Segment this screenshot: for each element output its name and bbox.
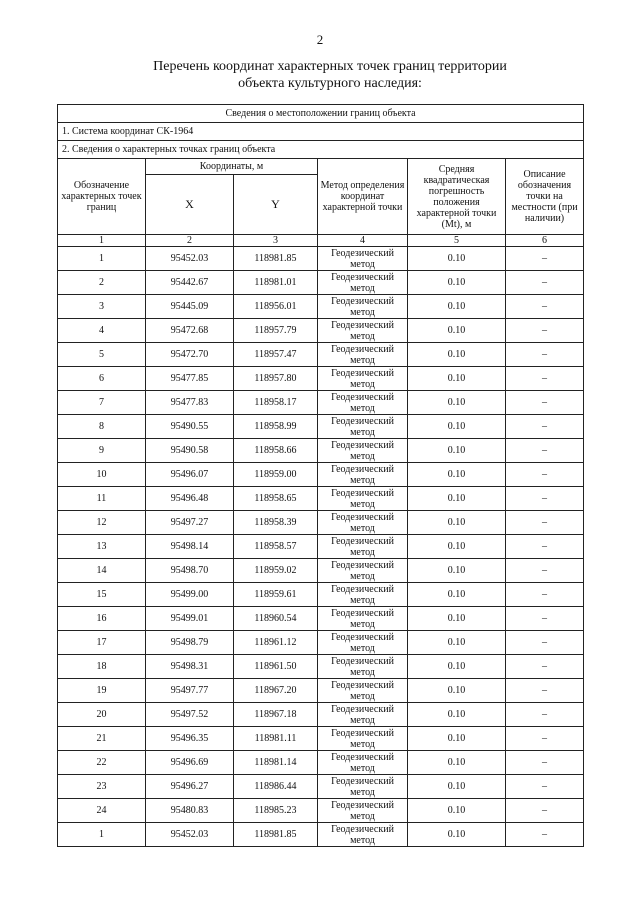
y-coordinate-cell: 118961.12 <box>234 631 318 655</box>
y-coordinate-cell: 118959.00 <box>234 463 318 487</box>
error-cell: 0.10 <box>408 751 506 775</box>
description-cell: – <box>506 271 584 295</box>
point-number-cell: 20 <box>58 703 146 727</box>
description-cell: – <box>506 679 584 703</box>
point-number-cell: 12 <box>58 511 146 535</box>
x-coordinate-cell: 95490.55 <box>146 415 234 439</box>
table-row <box>58 655 584 679</box>
table-row <box>58 439 584 463</box>
page-number: 2 <box>316 32 324 47</box>
description-cell: – <box>506 655 584 679</box>
error-cell: 0.10 <box>408 727 506 751</box>
method-cell: Геодезический метод <box>318 727 408 751</box>
error-cell: 0.10 <box>408 583 506 607</box>
method-cell: Геодезический метод <box>318 799 408 823</box>
description-cell: – <box>506 727 584 751</box>
y-coordinate-cell: 118986.44 <box>234 775 318 799</box>
point-number-cell: 15 <box>58 583 146 607</box>
method-cell: Геодезический метод <box>318 271 408 295</box>
header-description: Описание обозначения точки на местности (при наличии) <box>506 159 584 235</box>
description-cell: – <box>506 775 584 799</box>
description-cell: – <box>506 511 584 535</box>
table-row <box>58 559 584 583</box>
description-cell: – <box>506 823 584 847</box>
point-number-cell: 9 <box>58 439 146 463</box>
y-coordinate-cell: 118957.80 <box>234 367 318 391</box>
point-number-cell: 7 <box>58 391 146 415</box>
error-cell: 0.10 <box>408 655 506 679</box>
points-header-row: 2. Сведения о характерных точках границ объекта <box>58 141 584 159</box>
method-cell: Геодезический метод <box>318 415 408 439</box>
point-number-cell: 1 <box>58 823 146 847</box>
point-number-cell: 8 <box>58 415 146 439</box>
error-cell: 0.10 <box>408 415 506 439</box>
header-x: X <box>146 175 234 235</box>
error-cell: 0.10 <box>408 775 506 799</box>
column-number: 6 <box>506 235 584 247</box>
x-coordinate-cell: 95442.67 <box>146 271 234 295</box>
x-coordinate-cell: 95497.27 <box>146 511 234 535</box>
description-cell: – <box>506 607 584 631</box>
table-row <box>58 775 584 799</box>
header-error: Средняя квадратическая погрешность положения характерной точки (Mt), м <box>408 159 506 235</box>
point-number-cell: 17 <box>58 631 146 655</box>
y-coordinate-cell: 118958.17 <box>234 391 318 415</box>
y-coordinate-cell: 118960.54 <box>234 607 318 631</box>
y-coordinate-cell: 118985.23 <box>234 799 318 823</box>
method-cell: Геодезический метод <box>318 319 408 343</box>
method-cell: Геодезический метод <box>318 679 408 703</box>
y-coordinate-cell: 118956.01 <box>234 295 318 319</box>
table-row <box>58 727 584 751</box>
table-row <box>58 799 584 823</box>
header-method: Метод определения координат характерной точки <box>318 159 408 235</box>
method-cell: Геодезический метод <box>318 751 408 775</box>
x-coordinate-cell: 95445.09 <box>146 295 234 319</box>
x-coordinate-cell: 95497.77 <box>146 679 234 703</box>
x-coordinate-cell: 95452.03 <box>146 247 234 271</box>
x-coordinate-cell: 95477.83 <box>146 391 234 415</box>
x-coordinate-cell: 95496.69 <box>146 751 234 775</box>
error-cell: 0.10 <box>408 391 506 415</box>
y-coordinate-cell: 118981.85 <box>234 247 318 271</box>
table-row <box>58 271 584 295</box>
description-cell: – <box>506 799 584 823</box>
point-number-cell: 18 <box>58 655 146 679</box>
column-number: 2 <box>146 235 234 247</box>
point-number-cell: 4 <box>58 319 146 343</box>
method-cell: Геодезический метод <box>318 439 408 463</box>
title-line-1: Перечень координат характерных точек границ территории <box>153 59 507 74</box>
error-cell: 0.10 <box>408 295 506 319</box>
column-number: 4 <box>318 235 408 247</box>
description-cell: – <box>506 247 584 271</box>
method-cell: Геодезический метод <box>318 463 408 487</box>
method-cell: Геодезический метод <box>318 511 408 535</box>
error-cell: 0.10 <box>408 343 506 367</box>
error-cell: 0.10 <box>408 799 506 823</box>
column-number: 3 <box>234 235 318 247</box>
method-cell: Геодезический метод <box>318 367 408 391</box>
method-cell: Геодезический метод <box>318 343 408 367</box>
error-cell: 0.10 <box>408 319 506 343</box>
table-row <box>58 391 584 415</box>
table-row <box>58 703 584 727</box>
point-number-cell: 22 <box>58 751 146 775</box>
y-coordinate-cell: 118967.20 <box>234 679 318 703</box>
description-cell: – <box>506 391 584 415</box>
point-number-cell: 13 <box>58 535 146 559</box>
table-row <box>58 295 584 319</box>
table-row <box>58 535 584 559</box>
method-cell: Геодезический метод <box>318 535 408 559</box>
error-cell: 0.10 <box>408 607 506 631</box>
y-coordinate-cell: 118981.11 <box>234 727 318 751</box>
method-cell: Геодезический метод <box>318 655 408 679</box>
x-coordinate-cell: 95477.85 <box>146 367 234 391</box>
x-coordinate-cell: 95496.48 <box>146 487 234 511</box>
description-cell: – <box>506 751 584 775</box>
point-number-cell: 5 <box>58 343 146 367</box>
description-cell: – <box>506 415 584 439</box>
y-coordinate-cell: 118957.79 <box>234 319 318 343</box>
table-row <box>58 487 584 511</box>
point-number-cell: 23 <box>58 775 146 799</box>
description-cell: – <box>506 487 584 511</box>
description-cell: – <box>506 463 584 487</box>
error-cell: 0.10 <box>408 367 506 391</box>
y-coordinate-cell: 118957.47 <box>234 343 318 367</box>
y-coordinate-cell: 118981.01 <box>234 271 318 295</box>
table-row <box>58 679 584 703</box>
table-row <box>58 319 584 343</box>
section-header: Сведения о местоположении границ объекта <box>58 105 584 123</box>
point-number-cell: 19 <box>58 679 146 703</box>
x-coordinate-cell: 95498.31 <box>146 655 234 679</box>
point-number-cell: 6 <box>58 367 146 391</box>
y-coordinate-cell: 118958.57 <box>234 535 318 559</box>
error-cell: 0.10 <box>408 271 506 295</box>
y-coordinate-cell: 118967.18 <box>234 703 318 727</box>
coordinates-table <box>57 104 584 847</box>
description-cell: – <box>506 319 584 343</box>
description-cell: – <box>506 439 584 463</box>
error-cell: 0.10 <box>408 535 506 559</box>
point-number-cell: 3 <box>58 295 146 319</box>
method-cell: Геодезический метод <box>318 631 408 655</box>
point-number-cell: 21 <box>58 727 146 751</box>
y-coordinate-cell: 118961.50 <box>234 655 318 679</box>
error-cell: 0.10 <box>408 463 506 487</box>
error-cell: 0.10 <box>408 439 506 463</box>
column-number: 5 <box>408 235 506 247</box>
y-coordinate-cell: 118981.85 <box>234 823 318 847</box>
point-number-cell: 16 <box>58 607 146 631</box>
error-cell: 0.10 <box>408 823 506 847</box>
point-number-cell: 14 <box>58 559 146 583</box>
error-cell: 0.10 <box>408 703 506 727</box>
y-coordinate-cell: 118958.39 <box>234 511 318 535</box>
method-cell: Геодезический метод <box>318 559 408 583</box>
x-coordinate-cell: 95498.79 <box>146 631 234 655</box>
point-number-cell: 10 <box>58 463 146 487</box>
x-coordinate-cell: 95496.27 <box>146 775 234 799</box>
description-cell: – <box>506 583 584 607</box>
coord-system-row: 1. Система координат СК-1964 <box>58 123 584 141</box>
method-cell: Геодезический метод <box>318 247 408 271</box>
point-number-cell: 24 <box>58 799 146 823</box>
point-number-cell: 2 <box>58 271 146 295</box>
table-row <box>58 511 584 535</box>
y-coordinate-cell: 118981.14 <box>234 751 318 775</box>
table-row <box>58 751 584 775</box>
x-coordinate-cell: 95490.58 <box>146 439 234 463</box>
error-cell: 0.10 <box>408 511 506 535</box>
y-coordinate-cell: 118958.99 <box>234 415 318 439</box>
x-coordinate-cell: 95499.00 <box>146 583 234 607</box>
x-coordinate-cell: 95496.07 <box>146 463 234 487</box>
column-number: 1 <box>58 235 146 247</box>
x-coordinate-cell: 95472.68 <box>146 319 234 343</box>
y-coordinate-cell: 118958.66 <box>234 439 318 463</box>
method-cell: Геодезический метод <box>318 295 408 319</box>
x-coordinate-cell: 95472.70 <box>146 343 234 367</box>
error-cell: 0.10 <box>408 559 506 583</box>
error-cell: 0.10 <box>408 247 506 271</box>
title-line-2: объекта культурного наследия: <box>238 76 422 91</box>
description-cell: – <box>506 703 584 727</box>
method-cell: Геодезический метод <box>318 583 408 607</box>
description-cell: – <box>506 631 584 655</box>
table-row <box>58 823 584 847</box>
method-cell: Геодезический метод <box>318 391 408 415</box>
error-cell: 0.10 <box>408 679 506 703</box>
x-coordinate-cell: 95497.52 <box>146 703 234 727</box>
description-cell: – <box>506 559 584 583</box>
point-number-cell: 1 <box>58 247 146 271</box>
method-cell: Геодезический метод <box>318 823 408 847</box>
table-row <box>58 631 584 655</box>
y-coordinate-cell: 118959.02 <box>234 559 318 583</box>
y-coordinate-cell: 118958.65 <box>234 487 318 511</box>
header-designation: Обозначение характерных точек границ <box>58 159 146 235</box>
header-coordinates: Координаты, м <box>146 159 318 175</box>
header-y: Y <box>234 175 318 235</box>
x-coordinate-cell: 95498.70 <box>146 559 234 583</box>
table-row <box>58 415 584 439</box>
x-coordinate-cell: 95452.03 <box>146 823 234 847</box>
method-cell: Геодезический метод <box>318 607 408 631</box>
method-cell: Геодезический метод <box>318 775 408 799</box>
error-cell: 0.10 <box>408 487 506 511</box>
table-row <box>58 583 584 607</box>
description-cell: – <box>506 535 584 559</box>
x-coordinate-cell: 95498.14 <box>146 535 234 559</box>
document-title <box>120 58 540 92</box>
table-row <box>58 247 584 271</box>
table-row <box>58 367 584 391</box>
x-coordinate-cell: 95480.83 <box>146 799 234 823</box>
table-row <box>58 607 584 631</box>
x-coordinate-cell: 95496.35 <box>146 727 234 751</box>
y-coordinate-cell: 118959.61 <box>234 583 318 607</box>
x-coordinate-cell: 95499.01 <box>146 607 234 631</box>
description-cell: – <box>506 343 584 367</box>
point-number-cell: 11 <box>58 487 146 511</box>
description-cell: – <box>506 367 584 391</box>
table-row <box>58 343 584 367</box>
table-row <box>58 463 584 487</box>
error-cell: 0.10 <box>408 631 506 655</box>
method-cell: Геодезический метод <box>318 703 408 727</box>
method-cell: Геодезический метод <box>318 487 408 511</box>
description-cell: – <box>506 295 584 319</box>
